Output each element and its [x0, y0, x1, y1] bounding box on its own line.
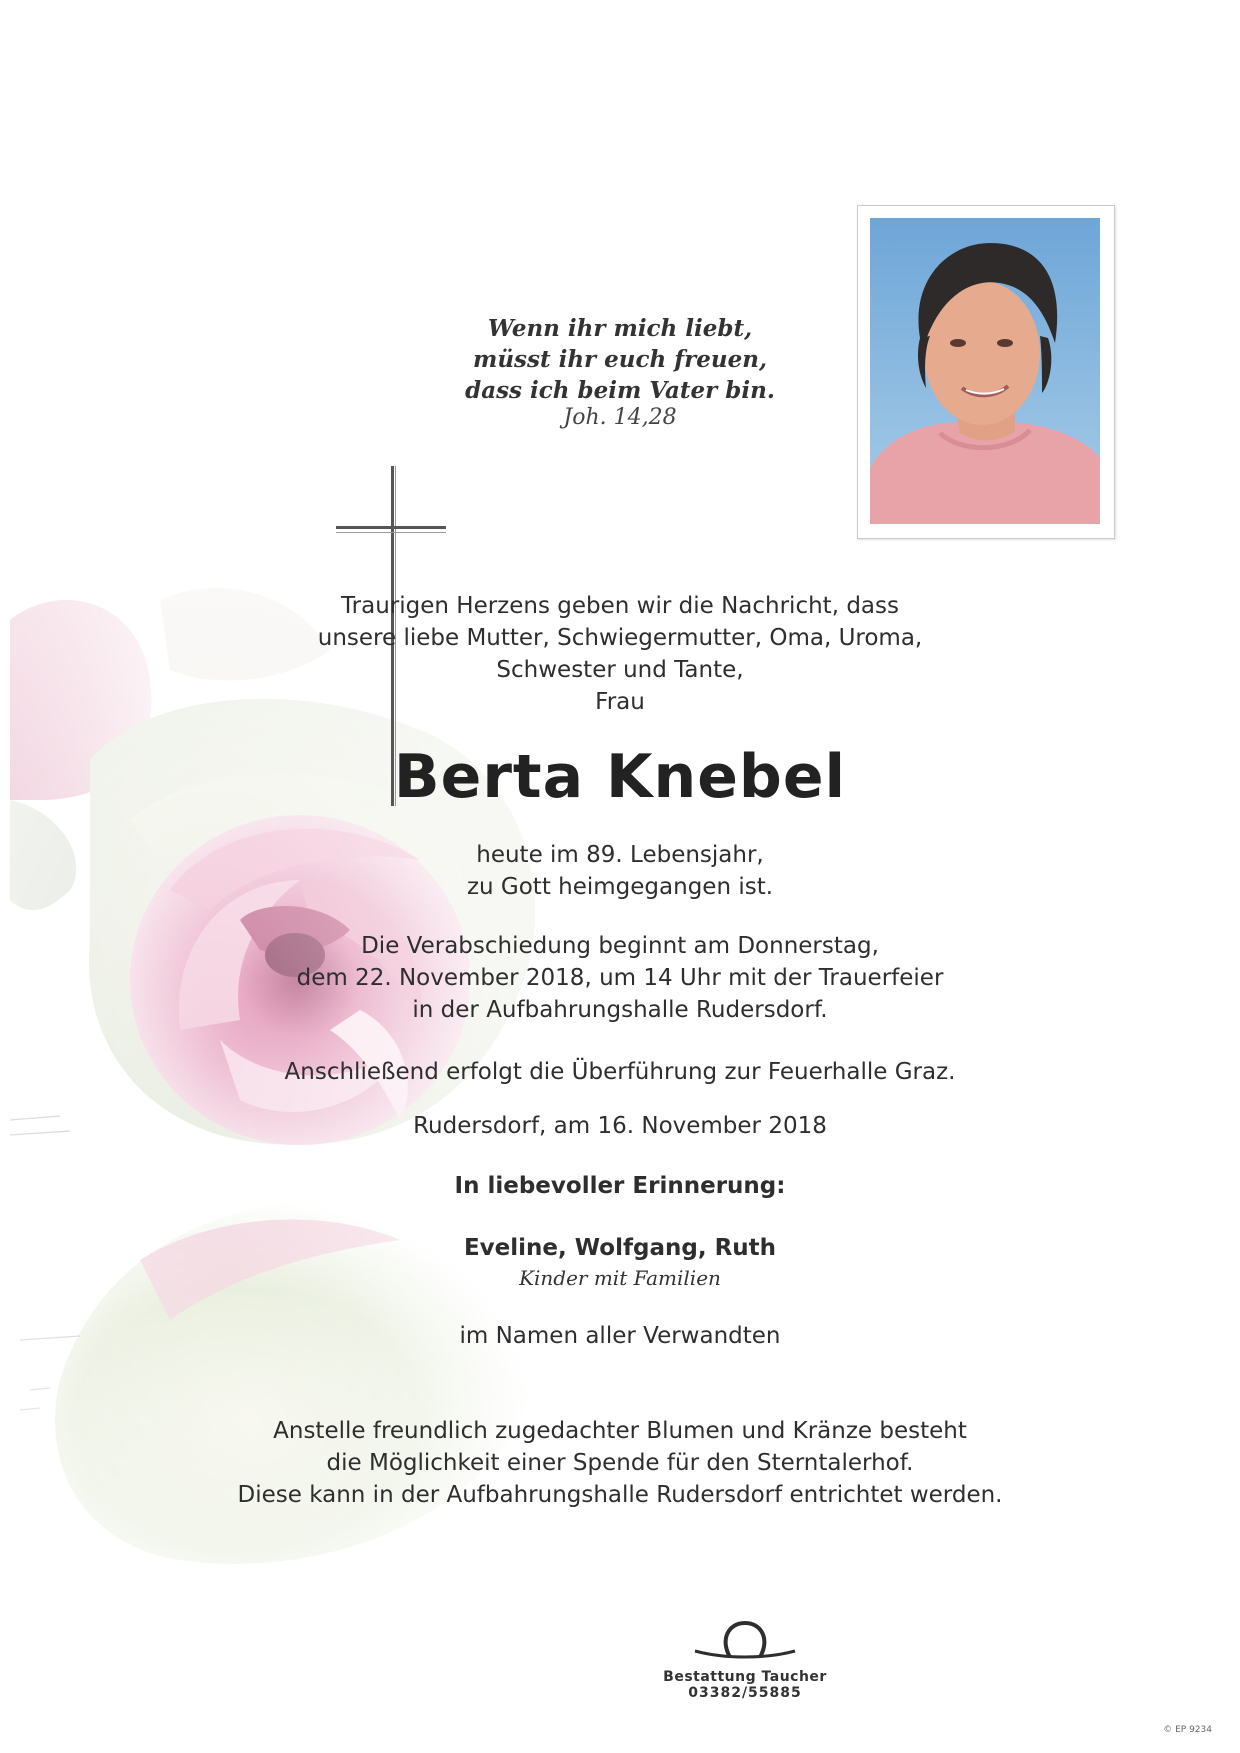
template-code: © EP 9234: [1163, 1725, 1212, 1735]
announcement-line: Frau: [595, 689, 645, 715]
funeral-home-phone: 03382/55885: [688, 1685, 802, 1701]
donation-line: Diese kann in der Aufbahrungshalle Rudersdorf entrichtet werden.: [237, 1482, 1003, 1508]
ceremony-line: Die Verabschiedung beginnt am Donnerstag,: [361, 933, 879, 959]
deceased-name: Berta Knebel: [393, 742, 847, 812]
age-statement: [0, 839, 1240, 903]
ceremony-line: in der Aufbahrungshalle Rudersdorf.: [412, 997, 828, 1023]
verse-line: dass ich beim Vater bin.: [465, 377, 775, 404]
mourner-relation: Kinder mit Familien: [519, 1266, 721, 1290]
death-announcement: [0, 590, 1240, 718]
announcement-line: unsere liebe Mutter, Schwiegermutter, Oma, Uroma,: [317, 625, 923, 651]
funeral-home-logo: [660, 1615, 830, 1701]
funeral-home-emblem-icon: [690, 1615, 800, 1665]
verse-line: Wenn ihr mich liebt,: [487, 315, 753, 342]
verse-reference: Joh. 14,28: [563, 405, 677, 430]
bible-verse: [0, 313, 1240, 406]
verse-line: müsst ihr euch freuen,: [473, 346, 767, 373]
donation-line: Anstelle freundlich zugedachter Blumen und Kränze besteht: [273, 1418, 967, 1444]
relatives-line: im Namen aller Verwandten: [459, 1323, 781, 1349]
ceremony-line: dem 22. November 2018, um 14 Uhr mit der Trauerfeier: [296, 965, 944, 991]
memory-heading: In liebevoller Erinnerung:: [454, 1173, 786, 1199]
mourner-names: Eveline, Wolfgang, Ruth: [463, 1235, 777, 1261]
donation-note: [0, 1415, 1240, 1511]
age-line: heute im 89. Lebensjahr,: [476, 842, 764, 868]
announcement-line: Traurigen Herzens geben wir die Nachricht, dass: [341, 593, 899, 619]
place-date: Rudersdorf, am 16. November 2018: [413, 1113, 827, 1139]
age-line: zu Gott heimgegangen ist.: [466, 874, 774, 900]
funeral-home-name: Bestattung Taucher: [663, 1669, 827, 1685]
ceremony-details: [0, 930, 1240, 1026]
announcement-line: Schwester und Tante,: [496, 657, 744, 683]
transfer-statement: Anschließend erfolgt die Überführung zur Feuerhalle Graz.: [284, 1059, 956, 1085]
donation-line: die Möglichkeit einer Spende für den Sterntalerhof.: [326, 1450, 914, 1476]
